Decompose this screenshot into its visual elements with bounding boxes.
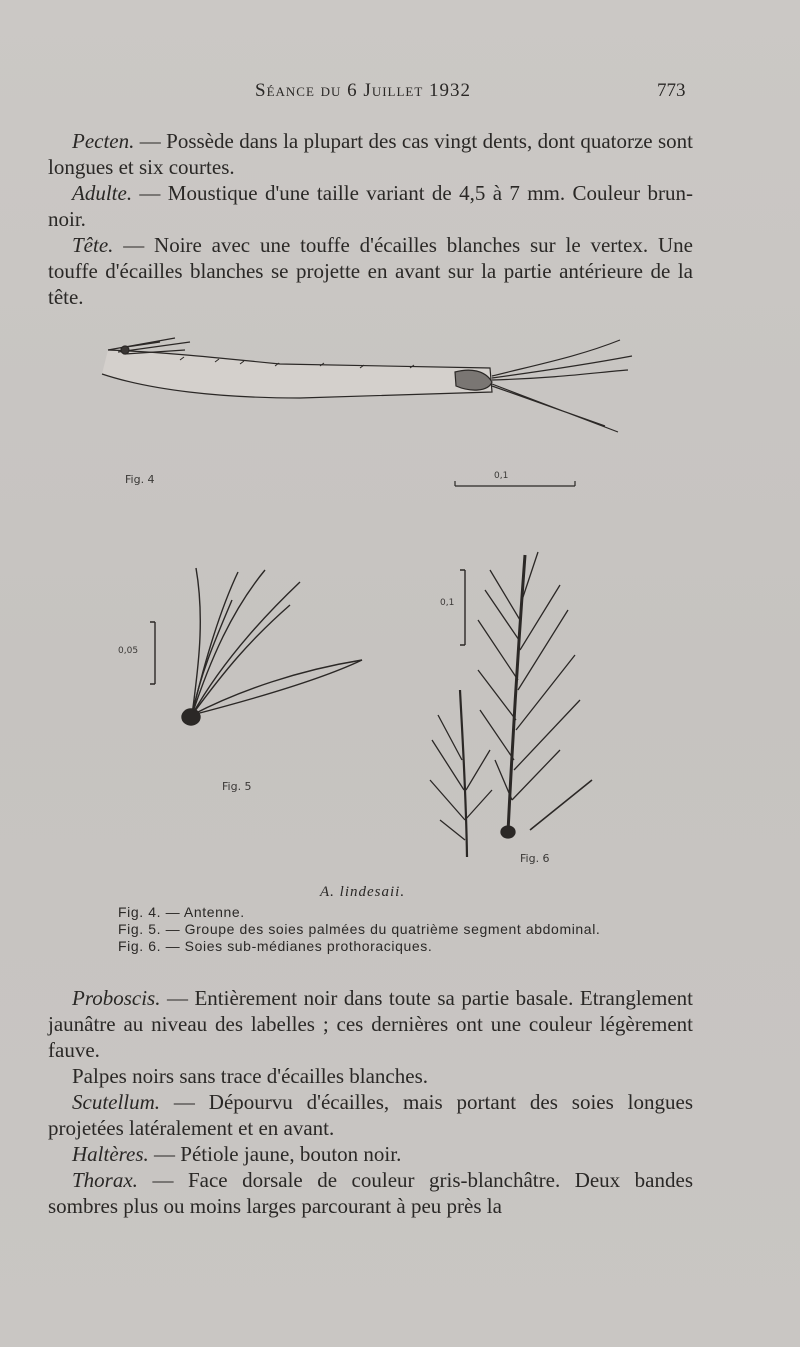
term: Adulte. — [72, 181, 133, 205]
term: Thorax. — [72, 1168, 138, 1192]
term: Pecten. — [72, 129, 135, 153]
paragraph-tete — [48, 232, 693, 310]
term: Haltères. — [72, 1142, 149, 1166]
caption-title: A. lindesaii. — [320, 884, 406, 900]
caption-line: Fig. 5. — Groupe des soies palmées du quatrième segment abdominal. — [118, 921, 601, 937]
caption-line: Fig. 6. — Soies sub-médianes prothoraciques. — [118, 938, 433, 954]
term: Proboscis. — [72, 986, 161, 1010]
fig4-antenna-drawing — [102, 338, 632, 432]
running-head — [0, 78, 800, 106]
text-block-top — [48, 128, 693, 310]
paragraph-adulte — [48, 180, 693, 232]
fig5-setae-drawing — [182, 568, 362, 725]
paragraph-text: — Entièrement noir dans toute sa partie basale. Etranglement jaunâtre au niveau des labelles ; ces dernières ont une couleur légèrement fauve. — [48, 986, 693, 1062]
paragraph-palpes — [48, 1063, 693, 1089]
fig4-label: Fig. 4 — [125, 473, 155, 486]
paragraph-text: Palpes noirs sans trace d'écailles blanches. — [72, 1064, 428, 1088]
figure-plate — [0, 320, 800, 880]
paragraph-text: — Possède dans la plupart des cas vingt dents, dont quatorze sont longues et six courtes. — [48, 129, 693, 179]
fig5-label: Fig. 5 — [222, 780, 252, 793]
paragraph-pecten — [48, 128, 693, 180]
running-head-title: Séance du 6 Juillet 1932 — [255, 80, 472, 101]
paragraph-text: — Noire avec une touffe d'écailles blanches sur le vertex. Une touffe d'écailles blanches se projette en avant sur la partie antérieure de la tête. — [48, 233, 693, 309]
paragraph-text: — Moustique d'une taille variant de 4,5 à 7 mm. Couleur brun-noir. — [48, 181, 693, 231]
paragraph-text: — Pétiole jaune, bouton noir. — [148, 1142, 402, 1166]
term: Scutellum. — [72, 1090, 161, 1114]
caption-line: Fig. 4. — Antenne. — [118, 904, 245, 920]
page-number: 773 — [657, 80, 686, 101]
fig4-scale-bar — [455, 481, 575, 486]
paragraph-text: — Dépourvu d'écailles, mais portant des soies longues projetées latéralement et en avant. — [48, 1090, 693, 1140]
paragraph-halteres — [48, 1141, 693, 1167]
fig6-label: Fig. 6 — [520, 852, 550, 865]
paragraph-text: — Face dorsale de couleur gris-blanchâtre. Deux bandes sombres plus ou moins larges parcourant à peu près la — [48, 1168, 693, 1218]
fig6-scale-label: 0,1 — [440, 598, 455, 608]
paragraph-thorax — [48, 1167, 693, 1219]
paragraph-scutellum — [48, 1089, 693, 1141]
fig4-scale-label: 0,1 — [494, 471, 509, 481]
figure-drawings — [0, 320, 800, 880]
term: Tête. — [72, 233, 114, 257]
paragraph-proboscis — [48, 985, 693, 1063]
fig5-scale-bar — [150, 622, 155, 684]
fig5-scale-label: 0,05 — [118, 646, 139, 656]
fig6-scale-bar — [460, 570, 465, 645]
text-block-bottom — [48, 985, 693, 1219]
